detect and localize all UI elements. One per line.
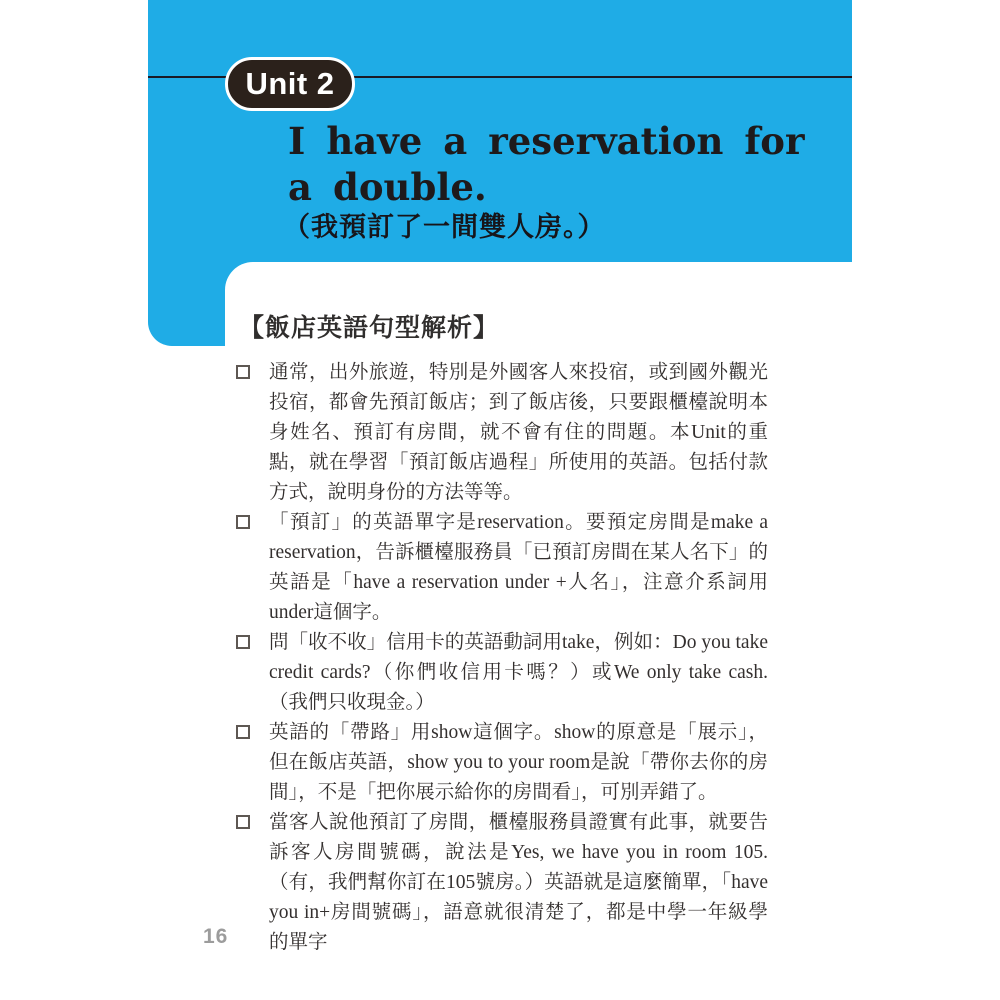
bullet-text: 英語的「帶路」用show這個字。show的原意是「展示」，但在飯店英語，show you to your room是說「帶你去你的房間」，不是「把你展示給你的房間看」，可別弄錯了。 [269, 722, 768, 803]
bullet-list [236, 358, 768, 958]
bullet-text: 通常，出外旅遊，特別是外國客人來投宿，或到國外觀光投宿，都會先預訂飯店；到了飯店後，只要跟櫃檯說明本身姓名、預訂有房間，就不會有住的問題。本Unit的重點，就在學習「預訂飯店過程」所使用的英語。包括付款方式，說明身份的方法等等。 [269, 362, 768, 503]
checkbox-square-icon [236, 365, 250, 379]
list-item [236, 358, 768, 508]
list-item [236, 718, 768, 808]
list-item [236, 508, 768, 628]
bullet-text: 「預訂」的英語單字是reservation。要預定房間是make a reservation，告訴櫃檯服務員「已預訂房間在某人名下」的英語是「have a reservation under +人名」，注意介系詞用under這個字。 [269, 512, 768, 623]
checkbox-square-icon [236, 725, 250, 739]
checkbox-square-icon [236, 515, 250, 529]
section-heading: 【飯店英語句型解析】 [239, 314, 500, 342]
page-title-line2: a double. [288, 165, 487, 209]
list-item [236, 628, 768, 718]
unit-badge-label: Unit 2 [245, 66, 335, 101]
checkbox-square-icon [236, 815, 250, 829]
checkbox-square-icon [236, 635, 250, 649]
bullet-text: 問「收不收」信用卡的英語動詞用take，例如：Do you take credit cards?（你們收信用卡嗎？）或We only take cash.（我們只收現金。） [269, 632, 768, 713]
unit-badge [225, 57, 355, 111]
page-subtitle: （我預訂了一間雙人房。） [283, 212, 606, 242]
page-number: 16 [203, 925, 229, 948]
page-title-line1: I have a reservation for [288, 119, 805, 163]
bullet-text: 當客人說他預訂了房間，櫃檯服務員證實有此事，就要告訴客人房間號碼，說法是Yes, we have you in room 105.（有，我們幫你訂在105號房。）英語就是這麼簡單，「have you in+房間號碼」，語意就很清楚了，都是中學一年級學的單字 [269, 812, 768, 953]
content-panel [225, 262, 1000, 1000]
page-title [288, 118, 804, 210]
list-item [236, 808, 768, 958]
